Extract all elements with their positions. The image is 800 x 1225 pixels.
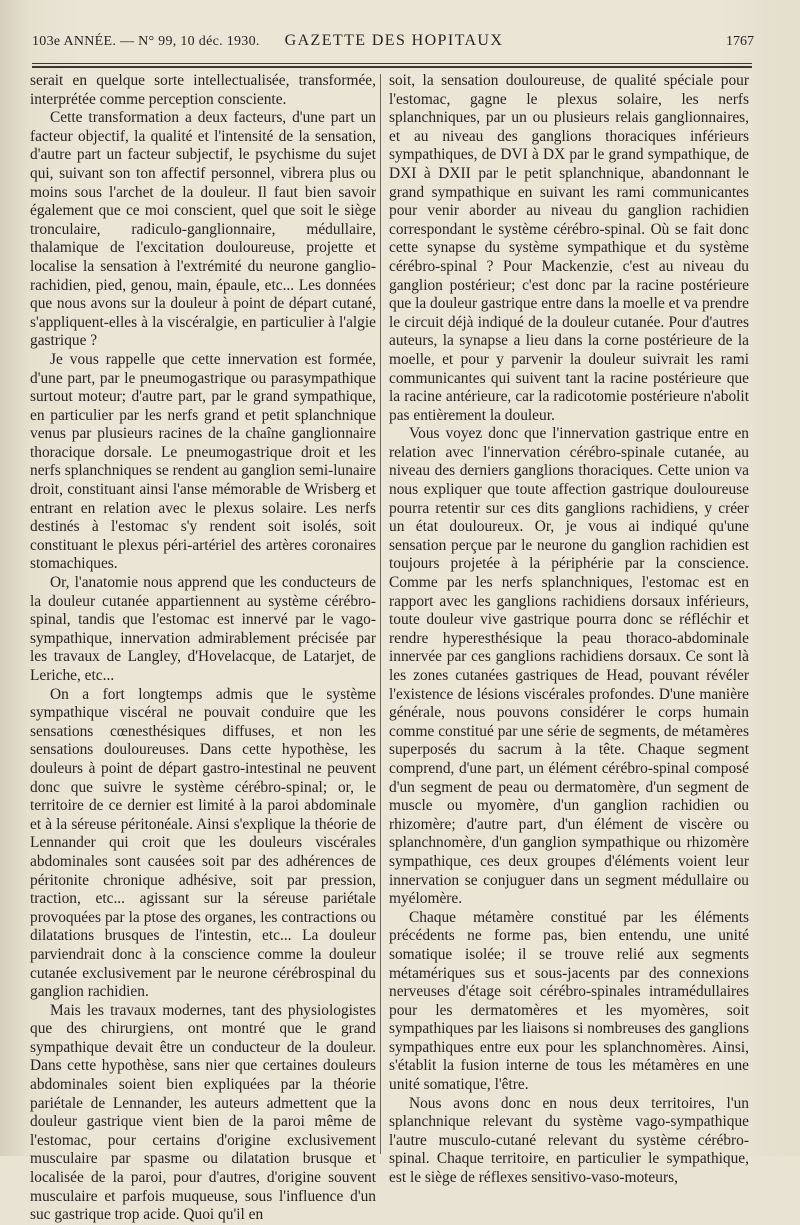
- right-column: [389, 72, 749, 1187]
- paragraph: On a fort longtemps admis que le système sympathique viscéral ne pouvait conduire que les sensations cœnesthésiques diffuses, et non les sensations douloureuses. Dans cette hypothèse, les douleurs à point de départ gastro-intestinal ne peuvent donc que suivre le système cérébro-spinal; or, le territoire de ce dernier est limité à la paroi abdominale et à la séreuse péritonéale. Ainsi s'explique la théorie de Lennander qui croit que les douleurs viscérales abdominales sont causées soit par des adhérences de péritonite chronique adhésive, soit par pression, traction, etc... agissant sur la séreuse pariétale provoquées par la ptose des organes, les contractions ou dilatations brusques de l'intestin, etc... La douleur parviendrait donc à la conscience comme la douleur cutanée exclusivement par le neurone cérébrospinal du ganglion rachidien.: [30, 685, 376, 1001]
- left-column: [30, 72, 376, 1224]
- page-number: 1767: [726, 34, 754, 49]
- paragraph: soit, la sensation douloureuse, de qualité spéciale pour l'estomac, gagne le plexus solaire, les nerfs splanchniques, par un ou plusieurs relais ganglionnaires, et au niveau des ganglions thoraciques inférieurs sympathiques, de DVI à DX par le grand sympathique, de DXI à DXII par le petit splanchnique, abandonnant le grand sympathique en suivant les rami communicantes pour venir aborder au niveau du ganglion rachidien correspondant le système cérébro-spinal. Où se fait donc cette synapse du système sympathique et du système cérébro-spinal ? Pour Mackenzie, c'est au niveau du ganglion postérieur; c'est donc par la racine postérieure que la douleur gastrique entre dans la moelle et va prendre le circuit déjà indiqué de la douleur cutanée. Pour d'autres auteurs, la synapse a lieu dans la corne postérieure de la moelle, et pour y parvenir la douleur suivrait les rami communicantes qui suivent tant la racine postérieure que la racine antérieure, car la radicotomie postérieure n'abolit pas entièrement la douleur.: [389, 72, 749, 424]
- page-header: [28, 30, 760, 60]
- issue-info: 103e ANNÉE. — N° 99, 10 déc. 1930.: [32, 34, 260, 49]
- publication-title: GAZETTE DES HOPITAUX: [284, 32, 504, 49]
- paragraph: Chaque métamère constitué par les éléments précédents ne forme pas, bien entendu, une unité somatique isolée; il se trouve relié aux segments métamériques sus et sous-jacents par des connexions nerveuses d'étage soit cérébro-spinales intramédullaires pour les dermatomères et les myomères, soit sympathiques par les liaisons si nombreuses des ganglions sympathiques entre eux pour les splanchnomères. Ainsi, s'établit la fusion interne de tous les métamères en une unité somatique, l'être.: [389, 908, 749, 1094]
- column-divider: [380, 74, 381, 1154]
- header-rule-thick: [32, 66, 752, 68]
- paragraph: Or, l'anatomie nous apprend que les conducteurs de la douleur cutanée appartiennent au système cérébro-spinal, tandis que l'estomac est innervé par le vago-sympathique, innervation admirablement précisée par les travaux de Langley, d'Hovelacque, de Latarjet, de Leriche, etc...: [30, 574, 376, 684]
- paragraph: Cette transformation a deux facteurs, d'une part un facteur objectif, la qualité et l'intensité de la sensation, d'autre part un facteur subjectif, le psychisme du sujet qui, suivant son ton affectif personnel, vibrera plus ou moins sous l'archet de la douleur. Il faut bien savoir également que ce moi conscient, quel que soit le siège tronculaire, radiculo-ganglionnaire, médullaire, thalamique de l'excitation douloureuse, projette et localise la sensation à l'extrémité du neurone ganglio-rachidien, pied, genou, main, épaule, etc... Les données que nous avons sur la douleur à point de départ cutané, s'appliquent-elles à la viscéralgie, en particulier à l'algie gastrique ?: [30, 109, 376, 350]
- paragraph: Vous voyez donc que l'innervation gastrique entre en relation avec l'innervation cérébro-spinale cutanée, au niveau des derniers ganglions thoraciques. Cette union va nous expliquer que toute affection gastrique douloureuse pourra retentir sur ces dits ganglions rachidiens, y créer un état douloureux. Or, je vous ai indiqué qu'une sensation perçue par le neurone du ganglion rachidien est toujours projetée à la périphérie par la conscience. Comme par les nerfs splanchniques, l'estomac est en rapport avec les ganglions rachidiens dorsaux inférieurs, toute douleur vive gastrique pourra donc se réfléchir et rendre hyperesthésique la peau thoraco-abdominale innervée par ces ganglions rachidiens dorsaux. Ce sont là les zones cutanées gastriques de Head, pouvant révéler l'existence de lésions viscérales profondes. D'une manière générale, nous pouvons considérer le corps humain comme constitué par une série de segments, de métamères superposés du sacrum à la tête. Chaque segment comprend, d'une part, un élément cérébro-spinal composé d'un segment de peau ou dermatomère, d'un segment de muscle ou myomère, d'un ganglion rachidien ou rhizomère; d'autre part, d'un élément de viscère ou splanchnomère, d'un ganglion sympathique ou rhizomère sympathique, ces deux groupes d'éléments voient leur innervation se conjuguer dans un segment médullaire ou myélomère.: [389, 425, 749, 908]
- header-rule: [32, 63, 752, 64]
- paragraph: serait en quelque sorte intellectualisée, transformée, interprétée comme perception consciente.: [30, 72, 376, 108]
- paragraph: Mais les travaux modernes, tant des physiologistes que des chirurgiens, ont montré que le grand sympathique devait être un conducteur de la douleur. Dans cette hypothèse, sans nier que certaines douleurs abdominales soient bien expliquées par la théorie pariétale de Lennander, les auteurs admettent que la douleur gastrique vient bien de la paroi même de l'estomac, pour certains d'origine exclusivement musculaire par spasme ou dilatation brusque et localisée de la paroi, pour d'autres, d'origine souvent musculaire et parfois muqueuse, sous l'influence d'un suc gastrique trop acide. Quoi qu'il en: [30, 1001, 376, 1224]
- paragraph: Nous avons donc en nous deux territoires, l'un splanchnique relevant du système vago-sympathique l'autre musculo-cutané relevant du système cérébro-spinal. Chaque territoire, en particulier le sympathique, est le siège de réflexes sensitivo-vaso-moteurs,: [389, 1094, 749, 1187]
- paragraph: Je vous rappelle que cette innervation est formée, d'une part, par le pneumogastrique ou parasympathique surtout moteur; d'autre part, par le grand sympathique, en particulier par les nerfs grand et petit splanchnique venus par plusieurs racines de la chaîne ganglionnaire thoracique dorsale. Le pneumogastrique droit et les nerfs splanchniques se rendent au ganglion semi-lunaire droit, constituant ainsi l'anse mémorable de Wrisberg et entrant en relation avec le plexus solaire. Les nerfs destinés à l'estomac s'y rendent soit isolés, soit constituant le plexus péri-artériel des artères coronaires stomachiques.: [30, 350, 376, 573]
